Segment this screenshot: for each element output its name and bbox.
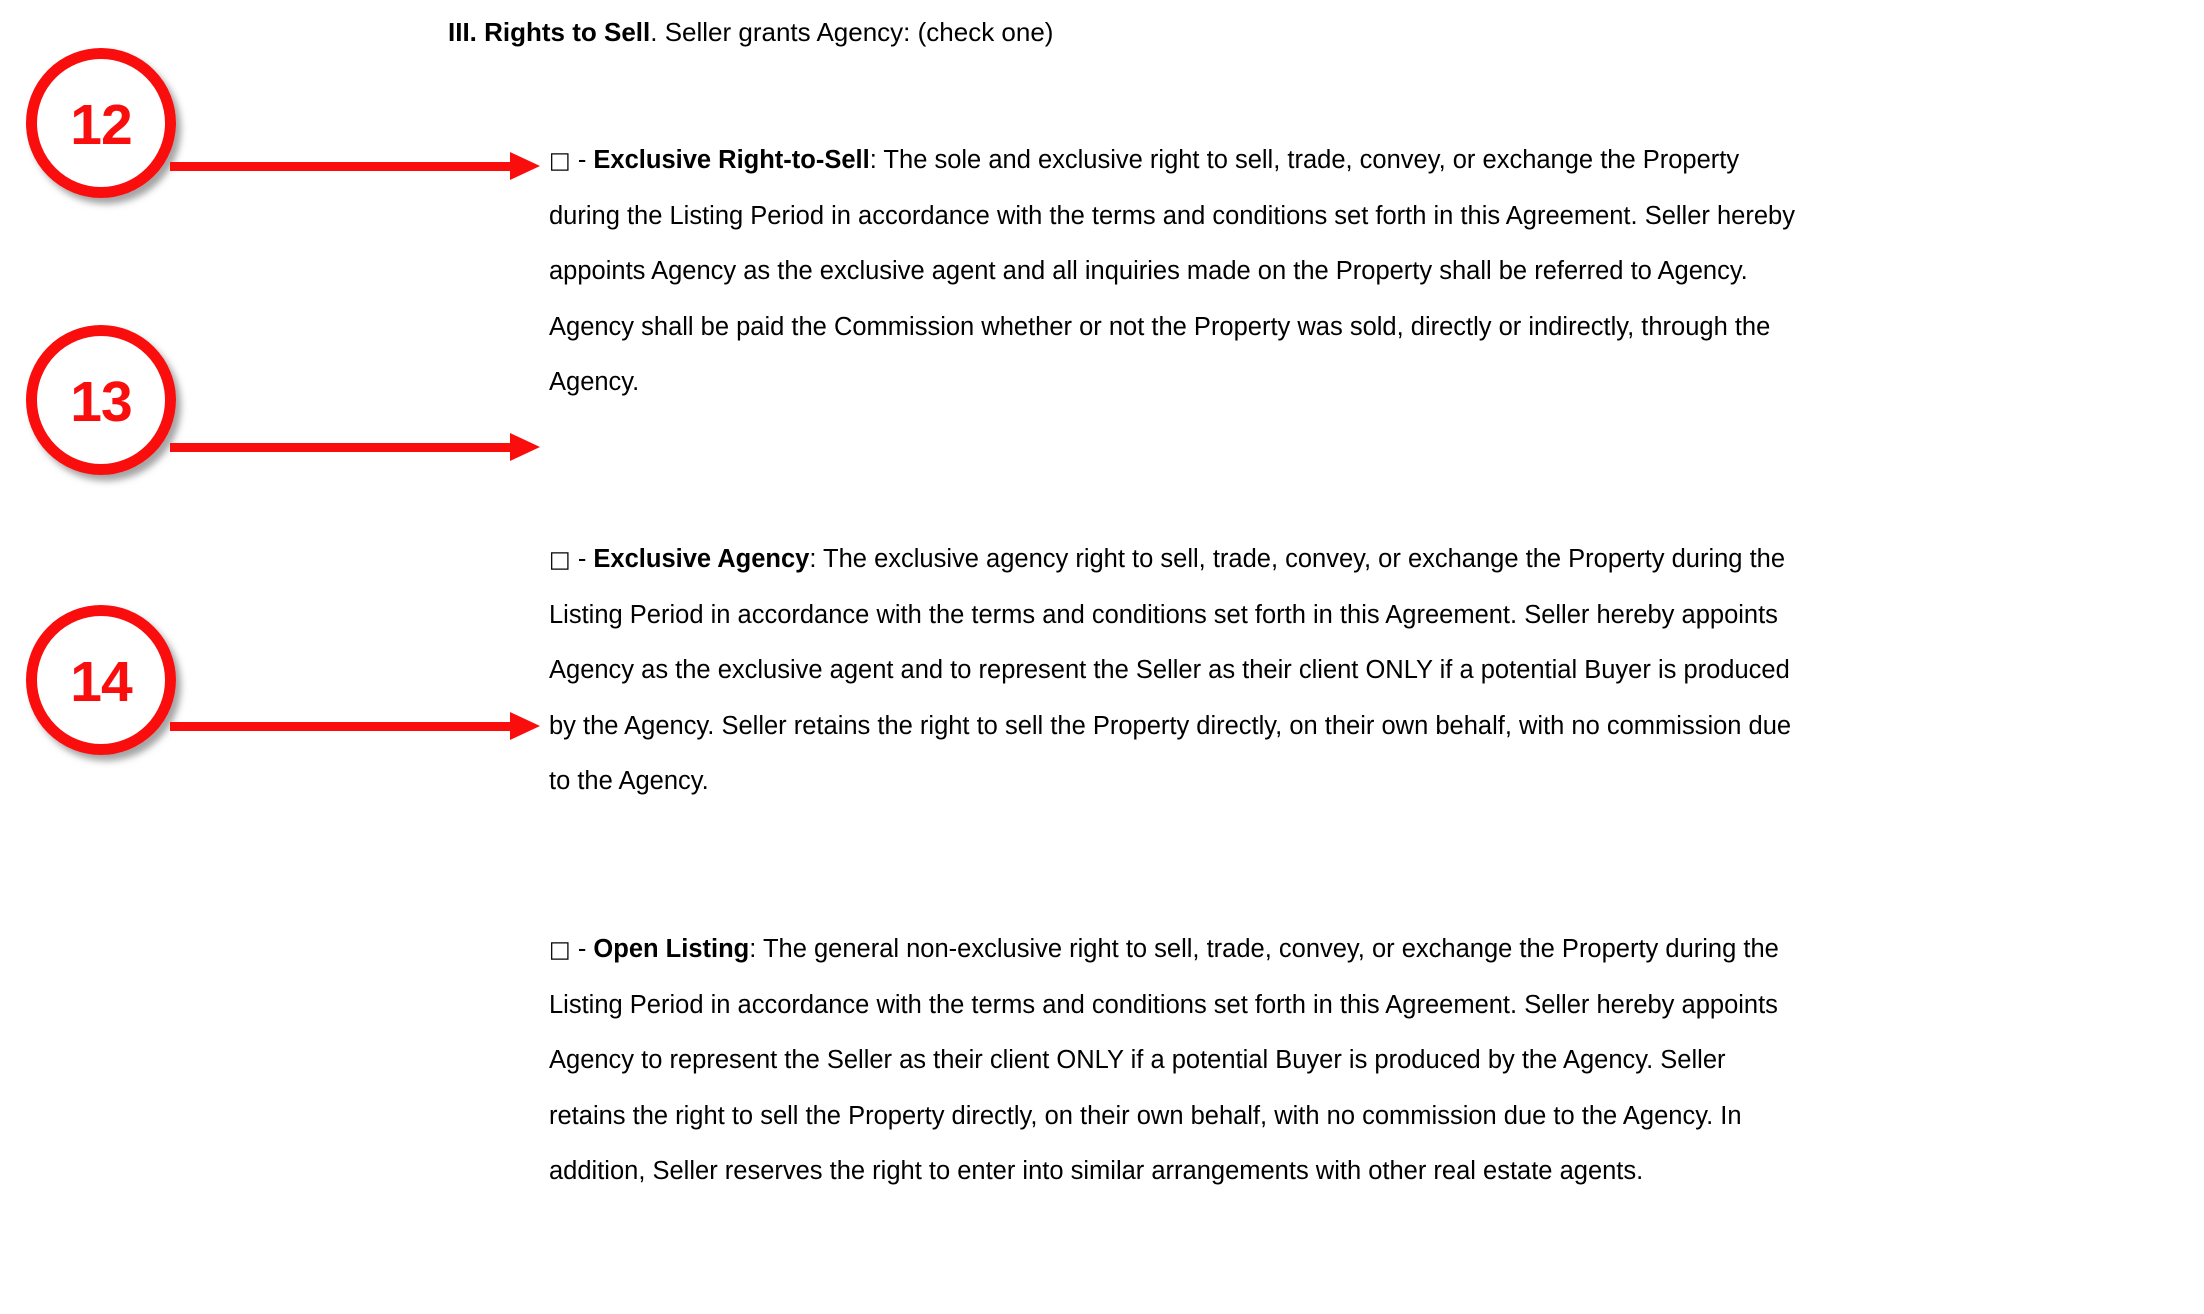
annotation-circle-12 <box>26 48 176 198</box>
annotation-number-13: 13 <box>70 369 132 434</box>
checkbox-open-listing[interactable]: □ <box>549 937 571 963</box>
clause-body-open-listing: The general non-exclusive right to sell, trade, convey, or exchange the Property during the Listing Period in accordance with the terms and conditions set forth in this Agreement. Seller hereby appoints Agency to represent the Seller as their client ONLY if a potential Buyer is produced by the Agency. Seller retains the right to sell the Property directly, on their own behalf, with no commission due to the Agency. In addition, Seller reserves the right to enter into similar arrangements with other real estate agents. <box>549 935 1779 1185</box>
arrow-head-icon <box>510 433 540 461</box>
annotation-circle-14 <box>26 605 176 755</box>
annotation-number-12: 12 <box>70 92 132 157</box>
checkbox-separator: - <box>570 935 594 963</box>
checkbox-exclusive-right-to-sell[interactable]: □ <box>549 148 571 174</box>
section-heading-title: III. Rights to Sell <box>448 17 651 47</box>
clause-label-exclusive-right-to-sell: Exclusive Right-to-Sell <box>593 146 870 174</box>
clause-label-exclusive-agency: Exclusive Agency <box>593 545 810 573</box>
checkbox-separator: - <box>570 146 594 174</box>
clause-colon: : <box>869 146 877 174</box>
clause-colon: : <box>749 935 757 963</box>
checkbox-exclusive-agency[interactable]: □ <box>549 547 571 573</box>
arrow-shaft <box>170 443 512 452</box>
annotation-arrow-12 <box>170 162 540 171</box>
section-heading <box>448 15 1053 49</box>
arrow-head-icon <box>510 712 540 740</box>
annotation-arrow-13 <box>170 443 540 452</box>
annotation-number-14: 14 <box>70 649 132 714</box>
arrow-head-icon <box>510 152 540 180</box>
section-heading-rest: . Seller grants Agency: (check one) <box>650 17 1054 47</box>
clause-open-listing <box>549 922 1804 1200</box>
arrow-shaft <box>170 722 512 731</box>
annotation-circle-13 <box>26 325 176 475</box>
clause-body-exclusive-agency: The exclusive agency right to sell, trade, convey, or exchange the Property during the Listing Period in accordance with the terms and conditions set forth in this Agreement. Seller hereby appoints Agency as the exclusive agent and to represent the Seller as their client ONLY if a potential Buyer is produced by the Agency. Seller retains the right to sell the Property directly, on their own behalf, with no commission due to the Agency. <box>549 545 1792 795</box>
clause-exclusive-agency <box>549 532 1804 810</box>
clause-label-open-listing: Open Listing <box>593 935 750 963</box>
clause-colon: : <box>809 545 817 573</box>
annotation-arrow-14 <box>170 722 540 731</box>
clause-exclusive-right-to-sell <box>549 133 1804 411</box>
clause-body-exclusive-right-to-sell: The sole and exclusive right to sell, trade, convey, or exchange the Property during the Listing Period in accordance with the terms and conditions set forth in this Agreement. Seller hereby appoints Agency as the exclusive agent and all inquiries made on the Property shall be referred to Agency. Agency shall be paid the Commission whether or not the Property was sold, directly or indirectly, through the Agency. <box>549 146 1795 396</box>
arrow-shaft <box>170 162 512 171</box>
checkbox-separator: - <box>570 545 594 573</box>
